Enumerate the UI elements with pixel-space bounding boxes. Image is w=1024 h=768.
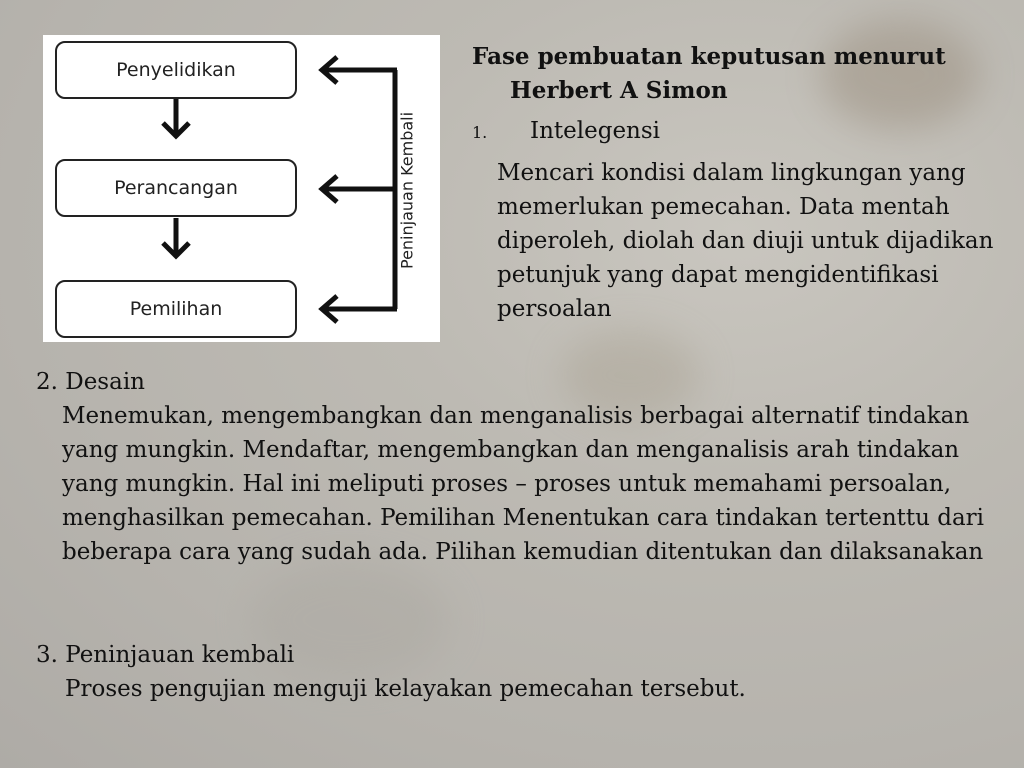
diagram-box-pemilihan: Pemilihan [55, 280, 297, 338]
down-arrow [163, 99, 189, 136]
feedback-label: Peninjauan Kembali [397, 111, 417, 269]
item-3-description: Proses pengujian menguji kelayakan pemecahan tersebut. [65, 676, 746, 702]
diagram-box-perancangan: Perancangan [55, 159, 297, 217]
diagram-box-penyelidikan: Penyelidikan [55, 41, 297, 99]
item-2-description: Menemukan, mengembangkan dan menganalisis berbagai alternatif tindakan yang mungkin. Mendaftar, mengembangkan dan menganalisis arah tindakan yang mungkin. Hal ini meliputi proses – proses untuk memahami persoalan, menghasilkan pemecahan. Pemilihan Menentukan cara tindakan tertenttu dari beberapa cara yang sudah ada. Pilihan kemudian ditentukan dan dilaksanakan [62, 403, 985, 565]
item-1-label: Intelegensi [530, 118, 661, 144]
slide-title [472, 40, 946, 108]
decision-phase-diagram [43, 35, 440, 342]
title-line-2: Herbert A Simon [510, 77, 728, 104]
item-2-heading: 2. Desain [36, 369, 145, 395]
down-arrow [163, 218, 189, 256]
item-1-description: Mencari kondisi dalam lingkungan yang memerlukan pemecahan. Data mentah diperoleh, diolah dan diuji untuk dijadikan petunjuk yang dapat mengidentifikasi persoalan [497, 160, 994, 322]
feedback-loop [322, 57, 397, 322]
title-line-1: Fase pembuatan keputusan menurut [472, 43, 946, 70]
item-1-number: 1. [472, 123, 488, 142]
item-1-heading [472, 114, 660, 150]
item-3-heading: 3. Peninjauan kembali [36, 642, 295, 668]
